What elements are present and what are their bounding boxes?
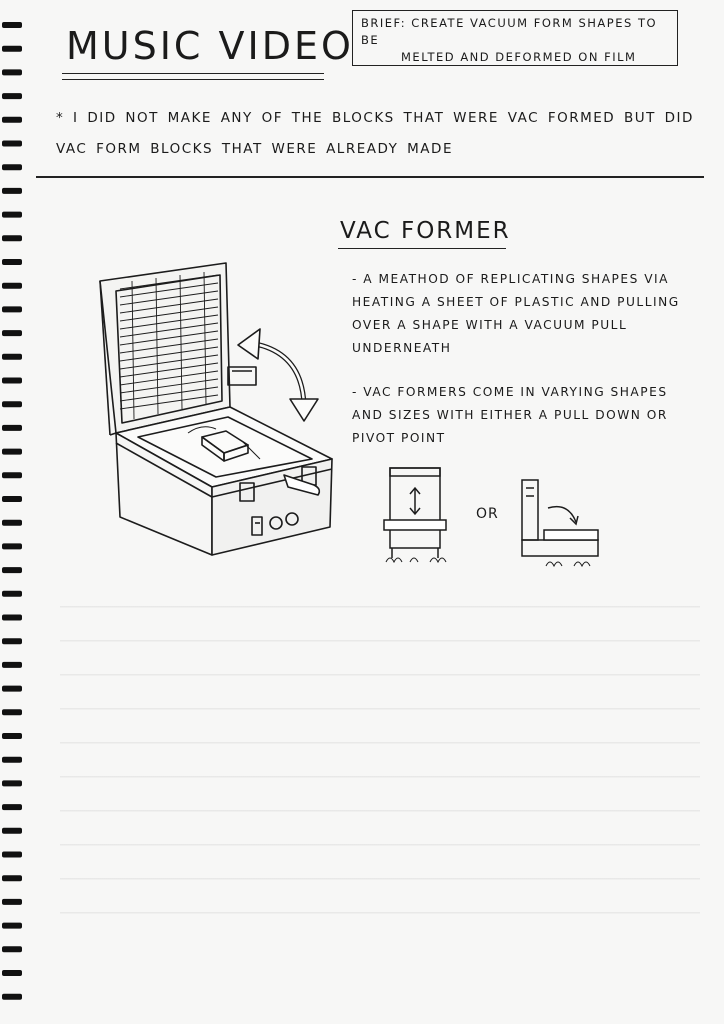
spiral-coil bbox=[2, 899, 22, 905]
spiral-coil bbox=[2, 306, 22, 312]
spiral-binding bbox=[0, 0, 28, 1024]
title-underline-2 bbox=[62, 79, 324, 80]
spiral-coil bbox=[2, 378, 22, 384]
spiral-coil bbox=[2, 923, 22, 929]
spiral-coil bbox=[2, 330, 22, 336]
spiral-coil bbox=[2, 354, 22, 360]
spiral-coil bbox=[2, 117, 22, 123]
spiral-coil bbox=[2, 449, 22, 455]
spiral-coil bbox=[2, 141, 22, 147]
spiral-coil bbox=[2, 22, 22, 28]
spiral-coil bbox=[2, 828, 22, 834]
spiral-coil bbox=[2, 46, 22, 52]
note-text: * I DID NOT MAKE ANY OF THE BLOCKS THAT WERE VAC FORMED BUT DID VAC FORM BLOCKS THAT WERE ALREADY MADE bbox=[56, 110, 694, 157]
spiral-coil bbox=[2, 686, 22, 692]
spiral-coil bbox=[2, 235, 22, 241]
spiral-coil bbox=[2, 188, 22, 194]
bullet-method: - A MEATHOD OF REPLICATING SHAPES VIA HEATING A SHEET OF PLASTIC AND PULLING OVER A SHAPE WITH A VACUUM PULL UNDERNEATH bbox=[352, 272, 680, 355]
or-label: OR bbox=[476, 506, 499, 522]
section-title-underline bbox=[338, 248, 506, 249]
spiral-coil bbox=[2, 994, 22, 1000]
bullet-types: - VAC FORMERS COME IN VARYING SHAPES AND SIZES WITH EITHER A PULL DOWN OR PIVOT POINT bbox=[352, 385, 668, 445]
spiral-coil bbox=[2, 520, 22, 526]
pull-down-former-sketch bbox=[380, 462, 460, 574]
section-title: VAC FORMER bbox=[340, 218, 511, 244]
title-underline-1 bbox=[62, 73, 324, 74]
spiral-coil bbox=[2, 283, 22, 289]
spiral-coil bbox=[2, 875, 22, 881]
brief-box bbox=[352, 10, 678, 66]
spiral-coil bbox=[2, 615, 22, 621]
spiral-coil bbox=[2, 662, 22, 668]
spiral-coil bbox=[2, 780, 22, 786]
spiral-coil bbox=[2, 757, 22, 763]
spiral-coil bbox=[2, 212, 22, 218]
spiral-coil bbox=[2, 638, 22, 644]
spiral-coil bbox=[2, 69, 22, 75]
bleed-through-text bbox=[60, 580, 700, 940]
page-title: MUSIC VIDEO bbox=[66, 24, 354, 68]
spiral-coil bbox=[2, 401, 22, 407]
spiral-coil bbox=[2, 472, 22, 478]
brief-line-1: BRIEF: CREATE VACUUM FORM SHAPES TO BE bbox=[361, 16, 658, 47]
spiral-coil bbox=[2, 164, 22, 170]
spiral-coil bbox=[2, 496, 22, 502]
spiral-coil bbox=[2, 425, 22, 431]
spiral-coil bbox=[2, 852, 22, 858]
spiral-coil bbox=[2, 543, 22, 549]
spiral-coil bbox=[2, 259, 22, 265]
section-divider bbox=[36, 176, 704, 178]
pivot-former-sketch bbox=[518, 474, 610, 574]
spiral-coil bbox=[2, 93, 22, 99]
spiral-coil bbox=[2, 591, 22, 597]
spiral-coil bbox=[2, 733, 22, 739]
brief-line-2: MELTED AND DEFORMED ON FILM bbox=[401, 50, 637, 64]
spiral-coil bbox=[2, 709, 22, 715]
spiral-coil bbox=[2, 970, 22, 976]
spiral-coil bbox=[2, 567, 22, 573]
spiral-coil bbox=[2, 804, 22, 810]
vac-former-sketch bbox=[92, 255, 352, 565]
spiral-coil bbox=[2, 946, 22, 952]
